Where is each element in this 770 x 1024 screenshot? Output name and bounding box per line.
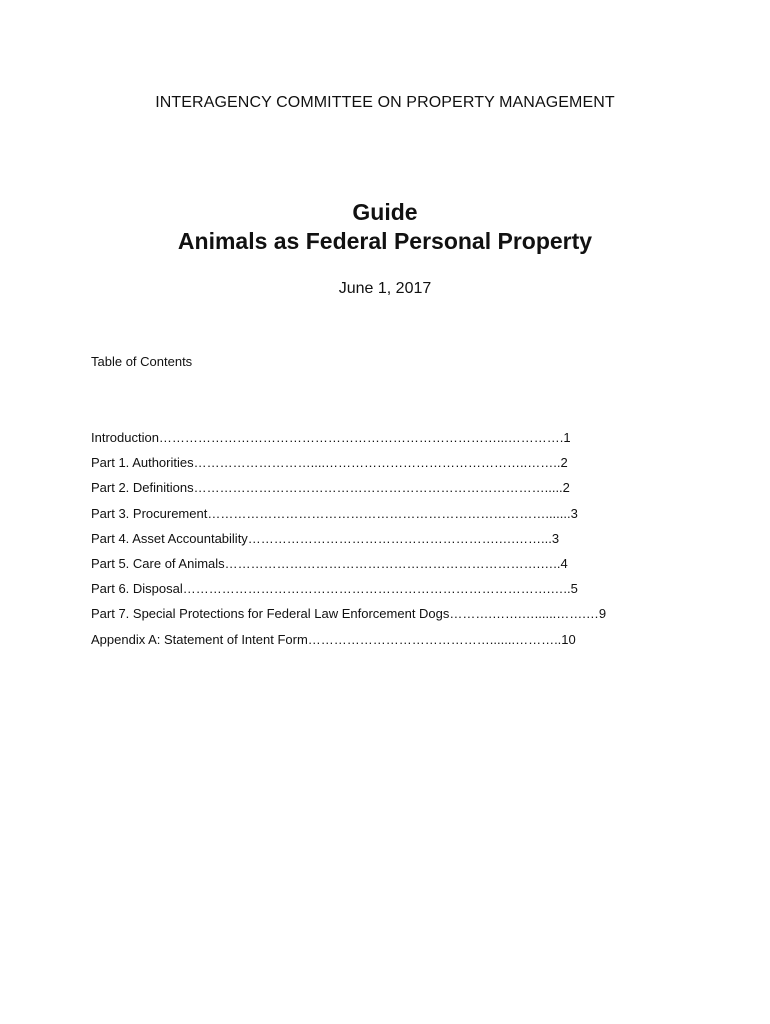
toc-entry-appendix-a: Appendix A: Statement of Intent Form…………………………………….......………..10 <box>91 631 576 647</box>
toc-entry-procurement: Part 3. Procurement…………………………………………………………………….......3 <box>91 505 578 521</box>
toc-entry-definitions: Part 2. Definitions……………………………………………………………………….....2 <box>91 480 570 496</box>
toc-entry-disposal: Part 6. Disposal………………………………………………………………………….…..5 <box>91 581 578 597</box>
toc-entry-introduction: Introduction……………………………………………………………………...………….1 <box>91 430 571 445</box>
toc-entry-care-of-animals: Part 5. Care of Animals……………………………………………………………….…..4 <box>91 555 568 571</box>
title-line-subject: Animals as Federal Personal Property <box>177 228 593 254</box>
table-of-contents <box>91 429 671 656</box>
document-date: June 1, 2017 <box>338 280 432 297</box>
toc-entry-special-protections: Part 7. Special Protections for Federal Law Enforcement Dogs……….…….…......…….…9 <box>91 606 607 622</box>
title-line-guide: Guide <box>352 199 418 225</box>
toc-entry-authorities: Part 1. Authorities………………………....………………………………………..……..2 <box>91 455 568 471</box>
toc-entry-asset-accountability: Part 4. Asset Accountability………………………………………………….….……...3 <box>91 530 560 546</box>
document-title <box>0 198 770 256</box>
organization-header: INTERAGENCY COMMITTEE ON PROPERTY MANAGEMENT <box>155 94 615 111</box>
toc-heading: Table of Contents <box>91 354 193 369</box>
